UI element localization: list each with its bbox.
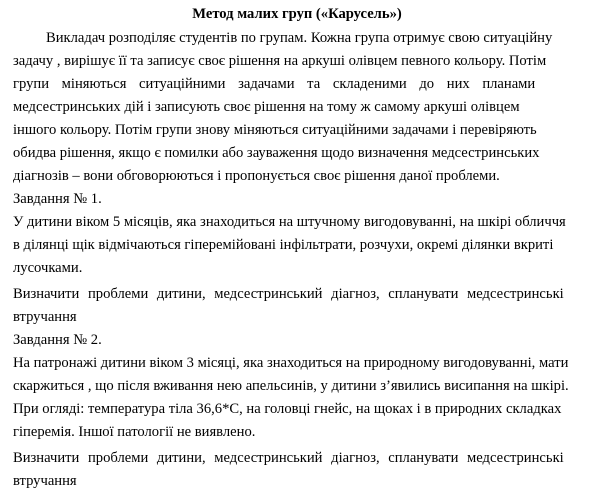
task-2-case-line: гіперемія. Іншої патології не виявлено. (13, 424, 256, 440)
task-2-case-line: При огляді: температура тіла 36,6*С, на головці гнейс, на щоках і в природних складках (13, 401, 562, 417)
task-2-heading: Завдання № 2. (13, 332, 102, 348)
intro-line: задачу , вирішує її та записує своє рішення на аркуші олівцем певного кольору. Потім (13, 53, 547, 69)
task-2 (13, 329, 581, 493)
task-1-case-line: лусочками. (13, 260, 83, 276)
task-2-question-line: Визначити проблеми дитини, медсестринський діагноз, спланувати медсестринські (13, 450, 564, 466)
task-1-heading: Завдання № 1. (13, 191, 102, 207)
task-2-case-line: скаржиться , що після вживання нею апельсинів, у дитини з’явились висипання на шкірі. (13, 378, 569, 394)
intro-line: іншого кольору. Потім групи знову міняються ситуаційними задачами і перевіряють (13, 122, 537, 138)
task-1-case-line: У дитини віком 5 місяців, яка знаходиться на штучному вигодовуванні, на шкірі обличчя (13, 214, 566, 230)
intro-paragraph (13, 27, 581, 188)
task-2-question (13, 447, 581, 493)
task-2-question-line: втручання (13, 473, 77, 489)
intro-line: медсестринських дій і записують своє рішення на тому ж самому аркуші олівцем (13, 99, 520, 115)
intro-line: групи міняються ситуаційними задачами та складеними до них планами (13, 76, 536, 92)
intro-line: діагнозів – вони обговорюються і пропонується своє рішення даної проблеми. (13, 168, 500, 184)
intro-line: обидва рішення, якщо є помилки або зауваження щодо визначення медсестринських (13, 145, 540, 161)
intro-line: Викладач розподіляє студентів по групам. Кожна група отримує свою ситуаційну (46, 30, 553, 46)
task-1-question (13, 283, 581, 329)
task-1-question-line: втручання (13, 309, 77, 325)
task-1-question-line: Визначити проблеми дитини, медсестринський діагноз, спланувати медсестринські (13, 286, 564, 302)
document-title: Метод малих груп («Карусель») (192, 6, 402, 22)
task-1-case (13, 211, 581, 280)
task-2-case-line: На патронажі дитини віком 3 місяці, яка знаходиться на природному вигодовуванні, мати (13, 355, 569, 371)
task-2-case (13, 352, 581, 444)
task-1 (13, 188, 581, 329)
task-1-case-line: в ділянці щік відмічаються гіперемійовані інфільтрати, розчухи, окремі ділянки вкриті (13, 237, 554, 253)
